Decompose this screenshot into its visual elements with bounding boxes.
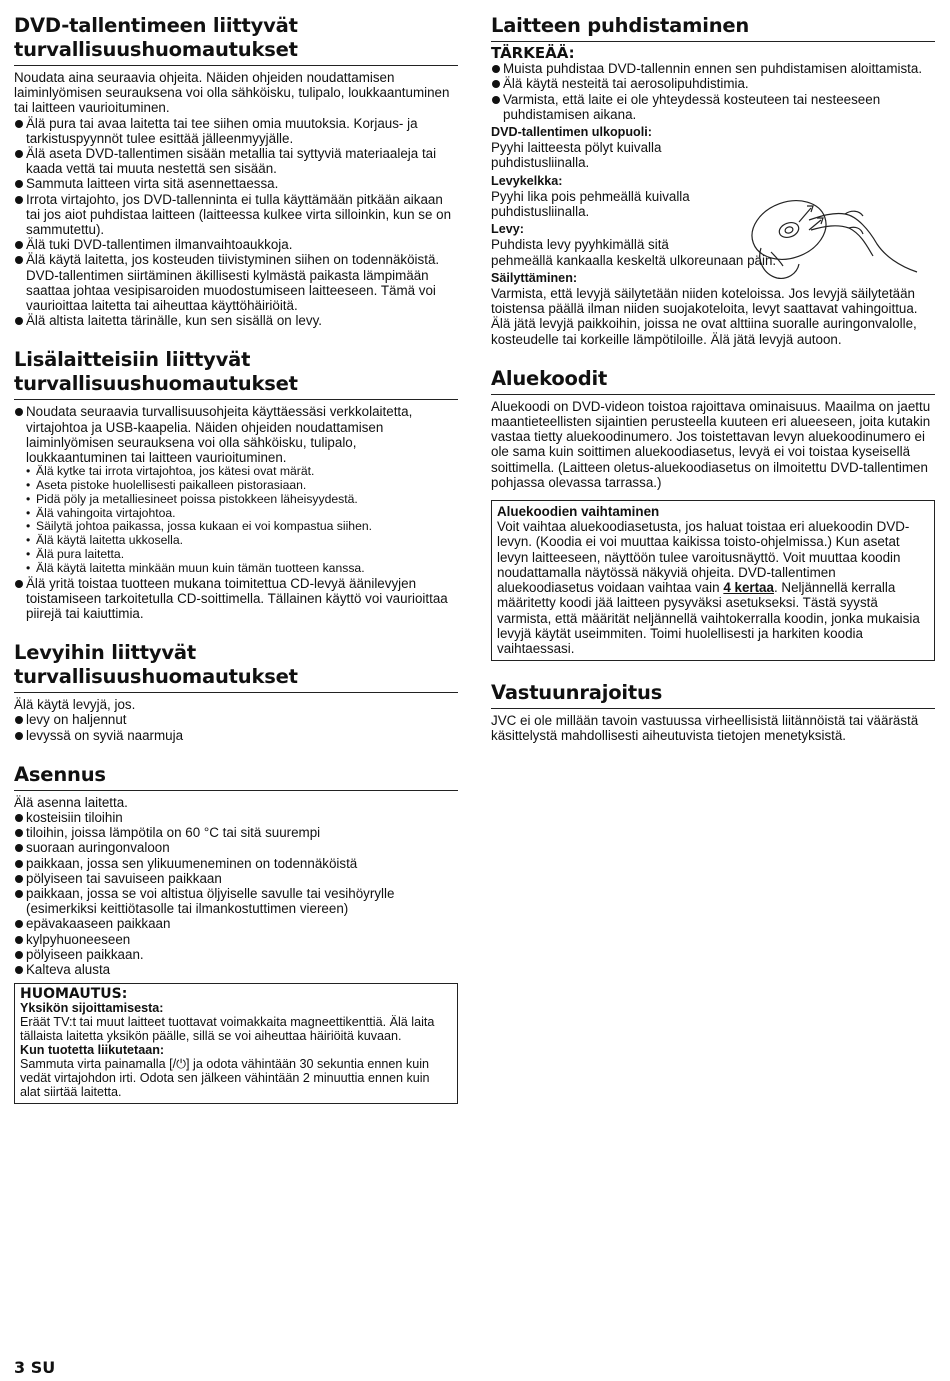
list-item: Sammuta laitteen virta sitä asennettaessa. — [14, 176, 458, 191]
disc-cleaning-illustration — [749, 190, 935, 286]
list-item: kylpyhuoneeseen — [14, 932, 458, 947]
list-item: Älä käytä laitetta, jos kosteuden tiivistyminen siihen on todennäköistä. DVD-tallentimen siirtäminen äkillisesti kylmästä paikasta lämpimään saattaa johtaa vesipisaroiden muodostumiseen laitteeseen. Tämä voi vaurioittaa laitetta tai aiheuttaa käyttöhäiriöitä. — [14, 252, 458, 313]
dvd-safety-list — [14, 116, 458, 329]
page-number: 3 SU — [14, 1358, 56, 1377]
region-section — [491, 367, 935, 661]
note-sub1: Yksikön sijoittamisesta: — [20, 1001, 164, 1016]
disc-safety-list — [14, 712, 458, 742]
disc-heading: Levy: — [491, 222, 524, 237]
sub-list-item: • Pidä pöly ja metalliesineet poissa pistokkeen läheisyydestä. — [26, 493, 458, 507]
note-heading: HUOMAUTUS: — [20, 986, 128, 1003]
sub-list-item: • Älä käytä laitetta ukkosella. — [26, 534, 458, 548]
sub-list-item: • Älä vahingoita virtajohtoa. — [26, 507, 458, 521]
dvd-safety-section — [14, 14, 458, 328]
note-text2: Sammuta virta painamalla [/⏻] ja odota vähintään 30 sekuntia ennen kuin vedät virtajohdon irti. Odota sen jälkeen vähintään 2 minuuttia ennen kuin alat siirtää laitetta. — [20, 1057, 430, 1100]
list-item: pölyiseen tai savuiseen paikkaan — [14, 871, 458, 886]
list-item: Kalteva alusta — [14, 962, 458, 977]
region-change-box — [491, 500, 935, 661]
disclaimer-text: JVC ei ole millään tavoin vastuussa virheellisistä liitännöistä tai väärästä käsittelystä mahdollisesti aiheutuvista tietojen menetyksistä. — [491, 713, 919, 744]
list-item: suoraan auringonvaloon — [14, 840, 458, 855]
cleaning-section — [491, 14, 935, 347]
tray-heading: Levykelkka: — [491, 173, 563, 188]
sub-list-item: • Älä käytä laitetta minkään muun kuin tämän tuotteen kanssa. — [26, 562, 458, 576]
exterior-text: Pyyhi laitteesta pölyt kuivalla puhdistusliinalla. — [491, 140, 662, 171]
note-sub2: Kun tuotetta liikutetaan: — [20, 1043, 165, 1058]
list-item: pölyiseen paikkaan. — [14, 947, 458, 962]
installation-title: Asennus — [14, 763, 458, 791]
storage-heading: Säilyttäminen: — [491, 270, 578, 285]
list-item: levyssä on syviä naarmuja — [14, 728, 458, 743]
list-item: paikkaan, jossa se voi altistua öljyiselle savulle tai vesihöyrylle (esimerkiksi keittiötasolle tai ilmankostuttimen viereen) — [14, 886, 458, 916]
sub-list-item: • Älä kytke tai irrota virtajohtoa, jos kätesi ovat märät. — [26, 465, 458, 479]
region-box-emphasis: 4 kertaa — [723, 580, 774, 596]
sub-list-item: • Älä pura laitetta. — [26, 548, 458, 562]
list-item: tiloihin, joissa lämpötila on 60 °C tai sitä suurempi — [14, 825, 458, 840]
region-text: Aluekoodi on DVD-videon toistoa rajoittava ominaisuus. Maailma on jaettu maantieteellisten sijaintien perusteella kuuteen eri alueeseen, joita kutakin vastaa tietty aluekoodinumero. Jos toistettavan levyn aluekoodinumero ei ole sama kuin soittimen aluekoodiasetus, levyä ei voi toistaa kyseisellä soittimella. (Laitteen oletus-aluekoodiasetus on ilmoitettu DVD-tallentimen pohjassa olevassa tarrassa.) — [491, 398, 931, 490]
dvd-safety-intro: Noudata aina seuraavia ohjeita. Näiden ohjeiden noudattamisen laiminlyömisen seurauksena voi olla sähköisku, tulipalo, loukkaantuminen tai laitteen vaurioituminen. — [14, 70, 450, 116]
disc-text-1: Puhdista levy pyyhkimällä sitä — [491, 237, 669, 253]
disclaimer-section — [491, 681, 935, 743]
list-item: Älä käytä nesteitä tai aerosolipuhdistimia. — [491, 76, 935, 91]
tray-text: Pyyhi lika pois pehmeällä kuivalla puhdistusliinalla. — [491, 188, 690, 220]
region-title: Aluekoodit — [491, 367, 935, 395]
region-box-text: Voit vaihtaa aluekoodiasetusta, jos haluat toistaa eri aluekoodin DVD-levyn. (Koodia ei voi muuttaa kaikissa toisto-ohjelmissa.) Kun asetat levyn laitteeseen, näyttöön tulee varoitusnäyttö. Voit muuttaa koodin noudattamalla näytössä näkyviä ohjeita. DVD-tallentimen aluekoodiasetus voidaan vaihtaa vain 4 kertaa. Neljännellä kerralla määritetty koodi jää laitteen pysyväksi asetukseksi. Tästä syystä varmista, että määrität neljännellä vaihtokerralla koodin, jonka mukaisia levyjä käytät useimmiten. Toimi huolellisesti ja harkiten koodia vaihtaessasi. — [497, 519, 920, 656]
installation-intro: Älä asenna laitetta. — [14, 794, 128, 810]
accessory-safety-list — [14, 404, 458, 621]
list-item: Varmista, että laite ei ole yhteydessä kosteuteen tai nesteeseen puhdistamisen aikana. — [491, 92, 935, 122]
list-item: Irrota virtajohto, jos DVD-tallenninta ei tulla käyttämään pitkään aikaan tai jos aiot puhdistaa laitteen (laitteessa kulkee virta silloinkin, kun se on sammutettu). — [14, 192, 458, 238]
accessory-sublist — [26, 465, 458, 575]
installation-section — [14, 763, 458, 1104]
list-item: Älä tuki DVD-tallentimen ilmanvaihtoaukkoja. — [14, 237, 458, 252]
sub-list-item: • Aseta pistoke huolellisesti paikalleen pistorasiaan. — [26, 479, 458, 493]
cleaning-list — [491, 61, 935, 122]
accessory-safety-section — [14, 348, 458, 621]
left-column — [14, 14, 458, 1124]
list-item: Noudata seuraavia turvallisuusohjeita käyttäessäsi verkkolaitetta, virtajohtoa ja USB-kaapelia. Näiden ohjeiden noudattamisen laiminlyömisen seurauksena voi olla sähköisku, tulipalo, loukkaantuminen tai laitteen vaurioituminen. • Älä kytke tai irrota virtajohtoa, jos kätesi ovat märät. • Aseta pistoke huolellisesti paikalleen pistorasiaan. • Pidä pöly ja metalliesineet poissa pistokkeen läheisyydestä. • Älä vahingoita virtajohtoa. • Säilytä johtoa paikassa, jossa kukaan ei voi kompastua siihen. • Älä käytä laitetta ukkosella. • Älä pura laitetta. • Älä käytä laitetta minkään muun kuin tämän tuotteen kanssa. — [14, 404, 458, 575]
list-item: Muista puhdistaa DVD-tallennin ennen sen puhdistamisen aloittamista. — [491, 61, 935, 76]
list-item: Älä altista laitetta tärinälle, kun sen sisällä on levy. — [14, 313, 458, 328]
list-item: paikkaan, jossa sen ylikuumeneminen on todennäköistä — [14, 856, 458, 871]
disc-text-2: pehmeällä kankaalla keskeltä ulkoreunaan päin. — [491, 252, 777, 268]
list-item: Älä pura tai avaa laitetta tai tee siihen omia muutoksia. Korjaus- ja tarkistuspyynnöt tulee esittää jälleenmyyjälle. — [14, 116, 458, 146]
note-text1: Eräät TV:t tai muut laitteet tuottavat voimakkaita magneettikenttiä. Älä laita tällaista laitetta yksikön päälle, sillä se voi aiheuttaa häiriöitä kuvaan. — [20, 1015, 435, 1044]
list-item: Älä yritä toistaa tuotteen mukana toimitettua CD-levyä äänilevyjen toistamiseen tarkoitetulla CD-soittimella. Tällainen käyttö voi vaurioittaa piirejä tai kaiuttimia. — [14, 576, 458, 622]
list-item: levy on haljennut — [14, 712, 458, 727]
important-label: TÄRKEÄÄ: — [491, 44, 575, 62]
disc-safety-intro: Älä käytä levyjä, jos. — [14, 697, 136, 713]
list-item: kosteisiin tiloihin — [14, 810, 458, 825]
cleaning-title: Laitteen puhdistaminen — [491, 14, 935, 42]
disc-safety-title: Levyihin liittyvät turvallisuushuomautukset — [14, 641, 458, 693]
sub-list-item: • Säilytä johtoa paikassa, jossa kukaan ei voi kompastua siihen. — [26, 520, 458, 534]
right-column — [491, 14, 935, 764]
installation-list — [14, 810, 458, 977]
region-box-title: Aluekoodien vaihtaminen — [497, 504, 660, 520]
disclaimer-title: Vastuunrajoitus — [491, 681, 935, 709]
note-box — [14, 983, 458, 1104]
accessory-safety-title: Lisälaitteisiin liittyvät turvallisuushuomautukset — [14, 348, 458, 400]
disc-safety-section — [14, 641, 458, 743]
list-item: Älä aseta DVD-tallentimen sisään metallia tai syttyviä materiaaleja tai kaada vettä tai muuta nestettä sen sisään. — [14, 146, 458, 176]
storage-text: Varmista, että levyjä säilytetään niiden koteloissa. Jos levyjä säilytetään toistensa päällä ilman niiden suojakoteloita, levyt saattavat vahingoittua. Älä jätä levyjä paikkoihin, joissa ne ovat alttiina suoralle auringonvalolle, kosteudelle tai korkeille lämpötiloille. Älä jätä levyjä autoon. — [491, 286, 918, 347]
exterior-heading: DVD-tallentimen ulkopuoli: — [491, 125, 652, 140]
list-item: epävakaaseen paikkaan — [14, 916, 458, 931]
dvd-safety-title: DVD-tallentimeen liittyvät turvallisuushuomautukset — [14, 14, 458, 66]
